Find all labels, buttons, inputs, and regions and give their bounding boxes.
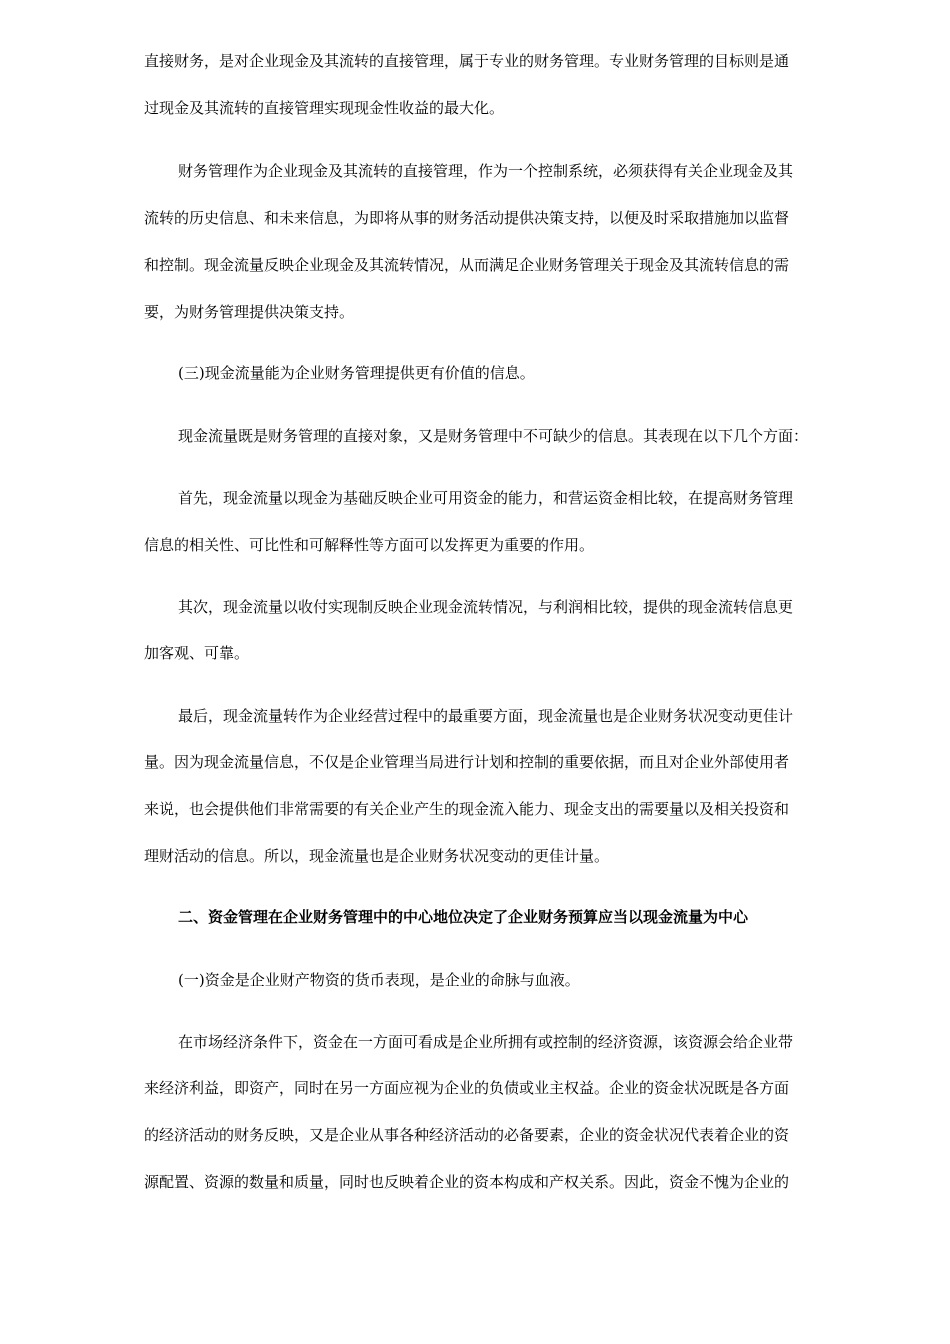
paragraph-line: 来说，也会提供他们非常需要的有关企业产生的现金流入能力、现金支出的需要量以及相关投资和 (144, 800, 790, 818)
paragraph-line: 直接财务，是对企业现金及其流转的直接管理，属于专业的财务管理。专业财务管理的目标则是通 (144, 52, 790, 70)
paragraph-line: 加客观、可靠。 (144, 644, 250, 662)
paragraph-line: 信息的相关性、可比性和可解释性等方面可以发挥更为重要的作用。 (144, 536, 595, 554)
paragraph-line: 财务管理作为企业现金及其流转的直接管理，作为一个控制系统，必须获得有关企业现金及其 (178, 162, 794, 180)
paragraph-line: 过现金及其流转的直接管理实现现金性收益的最大化。 (144, 99, 505, 117)
paragraph-line: 源配置、资源的数量和质量，同时也反映着企业的资本构成和产权关系。因此，资金不愧为企业的 (144, 1173, 790, 1191)
paragraph-line: 流转的历史信息、和未来信息，为即将从事的财务活动提供决策支持，以便及时采取措施加以监督 (144, 209, 790, 227)
section-subheading: (一)资金是企业财产物资的货币表现，是企业的命脉与血液。 (178, 971, 580, 989)
paragraph-line: 量。因为现金流量信息，不仅是企业管理当局进行计划和控制的重要依据，而且对企业外部使用者 (144, 753, 790, 771)
section-heading: 二、资金管理在企业财务管理中的中心地位决定了企业财务预算应当以现金流量为中心 (178, 908, 749, 926)
paragraph-line: 首先，现金流量以现金为基础反映企业可用资金的能力，和营运资金相比较，在提高财务管理 (178, 489, 794, 507)
paragraph-line: 来经济利益，即资产，同时在另一方面应视为企业的负债或业主权益。企业的资金状况既是各方面 (144, 1079, 790, 1097)
paragraph-line: 最后，现金流量转作为企业经营过程中的最重要方面，现金流量也是企业财务状况变动更佳计 (178, 707, 794, 725)
paragraph-line: 要，为财务管理提供决策支持。 (144, 303, 355, 321)
paragraph-line: 现金流量既是财务管理的直接对象，又是财务管理中不可缺少的信息。其表现在以下几个方面： (178, 427, 809, 445)
section-subheading: (三)现金流量能为企业财务管理提供更有价值的信息。 (178, 364, 535, 382)
paragraph-line: 和控制。现金流量反映企业现金及其流转情况，从而满足企业财务管理关于现金及其流转信息的需 (144, 256, 790, 274)
paragraph-line: 在市场经济条件下，资金在一方面可看成是企业所拥有或控制的经济资源，该资源会给企业带 (178, 1033, 794, 1051)
paragraph-line: 的经济活动的财务反映，又是企业从事各种经济活动的必备要素，企业的资金状况代表着企业的资 (144, 1126, 790, 1144)
paragraph-line: 理财活动的信息。所以，现金流量也是企业财务状况变动的更佳计量。 (144, 847, 610, 865)
paragraph-line: 其次，现金流量以收付实现制反映企业现金流转情况，与利润相比较，提供的现金流转信息更 (178, 598, 794, 616)
